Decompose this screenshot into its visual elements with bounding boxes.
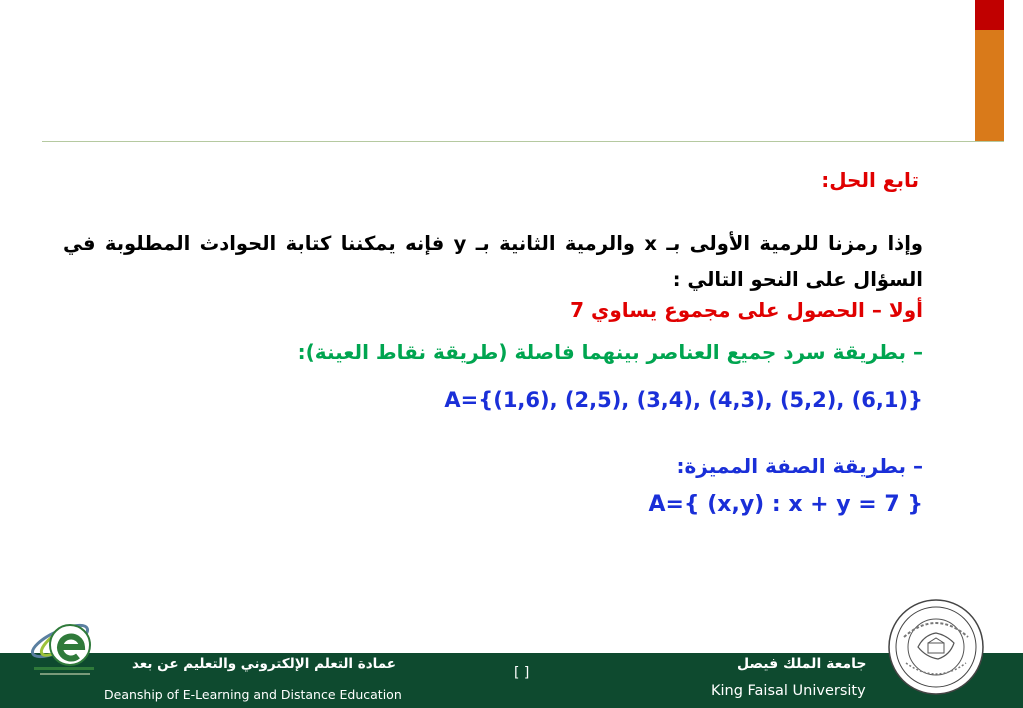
university-name-arabic: جامعة الملك فيصل bbox=[737, 656, 867, 672]
slide-subtitle: تابع الحل: bbox=[821, 168, 919, 192]
method-builder-label: – بطريقة الصفة المميزة: bbox=[676, 454, 923, 478]
first-case-heading: أولا – الحصول على مجموع يساوي 7 bbox=[570, 298, 923, 322]
problem-paragraph: وإذا رمزنا للرمية الأولى بـ x والرمية الثانية بـ y فإنه يمكننا كتابة الحوادث المطلوبة في السؤال على النحو التالي : bbox=[63, 232, 923, 291]
deanship-name-arabic: عمادة التعلم الإلكتروني والتعليم عن بعد bbox=[132, 656, 396, 672]
university-seal-icon bbox=[886, 597, 986, 697]
method-listing-label: – بطريقة سرد جميع العناصر بينهما فاصلة (طريقة نقاط العينة): bbox=[297, 340, 923, 364]
set-builder: A={ (x,y) : x + y = 7 } bbox=[648, 492, 923, 517]
deanship-name-english: Deanship of E-Learning and Distance Education bbox=[104, 687, 402, 702]
university-name-english: King Faisal University bbox=[711, 683, 866, 699]
e-learning-logo-icon bbox=[22, 611, 102, 681]
accent-bar-orange bbox=[975, 30, 1004, 142]
page-number-indicator: [ ] bbox=[514, 665, 530, 681]
accent-bar-red bbox=[975, 0, 1004, 30]
set-listing: A={(1,6), (2,5), (3,4), (4,3), (5,2), (6,1)} bbox=[444, 388, 923, 412]
header-divider bbox=[42, 141, 1004, 142]
